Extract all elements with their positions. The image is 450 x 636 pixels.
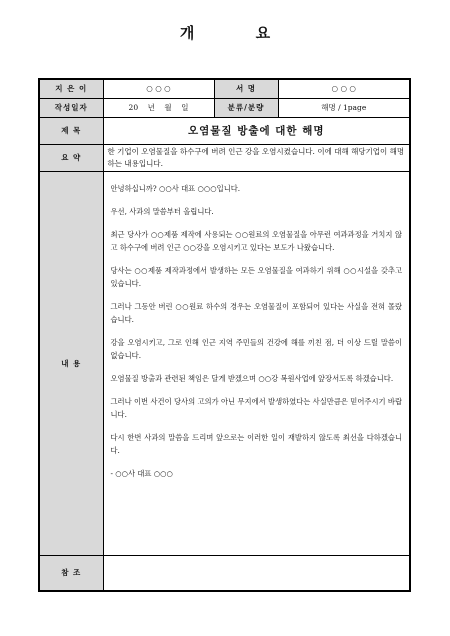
summary-value: 한 기업이 오염물질을 하수구에 버려 인근 강을 오염시켰습니다. 이에 대해 해당기업이 해명하는 내용입니다.	[103, 144, 410, 171]
category-value: 해명 / 1page	[278, 98, 410, 117]
date-row	[39, 98, 410, 117]
content-paragraph: 당사는 ○○제품 제작과정에서 발생하는 모든 오염물질을 여과하기 위해 ○○시설을 갖추고 있습니다.	[110, 265, 402, 288]
summary-row	[39, 144, 410, 171]
date-label: 작성일자	[39, 98, 103, 117]
content-paragraph: 다시 한번 사과의 말씀을 드리며 앞으로는 이러한 일이 재발하지 않도록 최선을 다하겠습니다.	[110, 432, 402, 455]
subject-row	[39, 117, 410, 144]
content-paragraph: 그러나 그동안 버린 ○○원료 하수의 경우는 오염물질이 포함되어 있다는 사실을 전혀 몰랐습니다.	[110, 301, 402, 324]
reference-row	[39, 555, 410, 591]
category-label: 분류/분량	[214, 98, 278, 117]
date-value: 20 년 월 일	[103, 98, 214, 117]
content-body	[103, 171, 410, 555]
author-value: ○ ○ ○	[103, 79, 214, 98]
author-label: 지 은 이	[39, 79, 103, 98]
reference-label: 참 조	[39, 555, 103, 591]
page-title: 개 요	[179, 24, 299, 42]
content-paragraph: 최근 당사가 ○○제품 제작에 사용되는 ○○원료의 오염물질을 아무런 여과과정을 거치지 않고 하수구에 버려 인근 ○○강을 오염시키고 있다는 보도가 나왔습니다.	[110, 229, 402, 252]
subject-cell	[103, 117, 410, 144]
content-row	[39, 171, 410, 555]
content-paragraph: 그러나 이번 사건이 당사의 고의가 아닌 무지에서 발생하였다는 사실만큼은 믿어주시기 바랍니다.	[110, 396, 402, 419]
content-label: 내 용	[39, 171, 103, 555]
subject-label: 제 목	[39, 117, 103, 144]
content-paragraph: 오염물질 방출과 관련된 책임은 달게 받겠으며 ○○강 복원사업에 앞장서도록 하겠습니다.	[110, 373, 394, 383]
content-paragraph: 강을 오염시키고, 그로 인해 인근 지역 주민들의 건강에 해를 끼친 점, 더 이상 드릴 말씀이 없습니다.	[110, 337, 402, 360]
content-signature: - ○○사 대표 ○○○	[110, 468, 173, 478]
content-paragraph: 우선, 사과의 말씀부터 올립니다.	[110, 206, 214, 216]
author-row	[39, 79, 410, 98]
signature-value: ○ ○ ○	[278, 79, 410, 98]
summary-label: 요 약	[39, 144, 103, 171]
reference-value	[103, 555, 410, 591]
document-subject: 오염물질 방출에 대한 해명	[187, 125, 325, 137]
signature-label: 서 명	[214, 79, 278, 98]
overview-form	[38, 78, 411, 592]
content-paragraph: 안녕하십니까? ○○사 대표 ○○○입니다.	[110, 183, 241, 193]
